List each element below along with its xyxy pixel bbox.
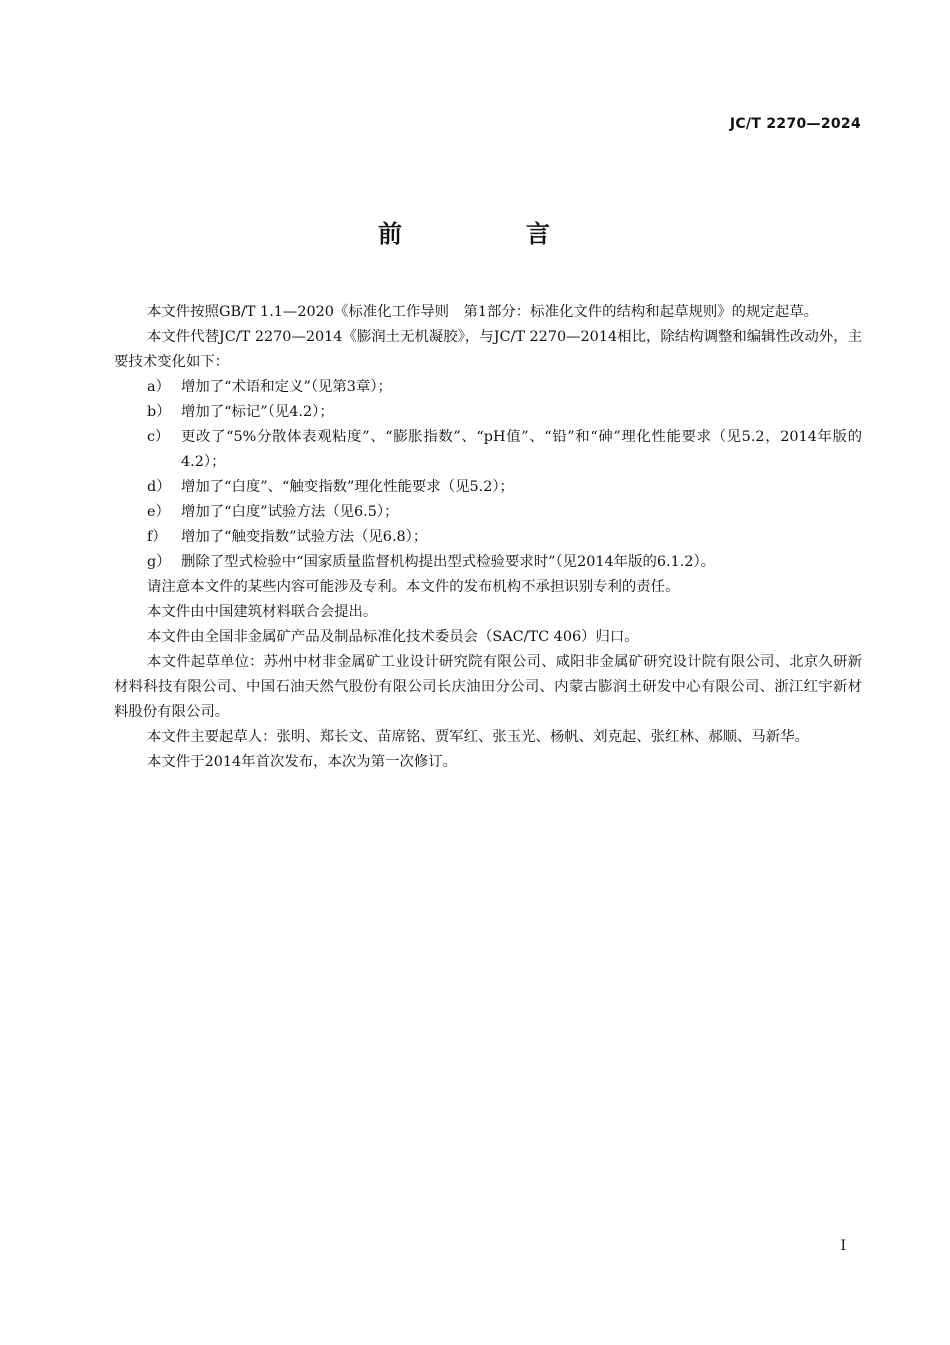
page-number: I (840, 1238, 846, 1254)
list-marker: e） (147, 504, 170, 520)
list-marker: d） (147, 479, 171, 495)
changes-list (114, 375, 862, 575)
drafters-paragraph: 本文件主要起草人：张明、郑长文、苗席铭、贾军红、张玉光、杨帆、刘克起、张红林、郝顺、马新华。 (147, 729, 809, 745)
list-item (114, 500, 862, 525)
preface-body (114, 300, 862, 775)
list-item-text: 增加了“标记”（见4.2）； (181, 404, 334, 420)
list-marker: c） (147, 429, 170, 445)
drafting-units-paragraph: 本文件起草单位：苏州中材非金属矿工业设计研究院有限公司、咸阳非金属矿研究设计院有限公司、北京久研新材料科技有限公司、中国石油天然气股份有限公司长庆油田分公司、内蒙古膨润土研发中心有限公司、浙江红宇新材料股份有限公司。 (114, 654, 862, 720)
list-item-text: 增加了“白度”、“触变指数”理化性能要求（见5.2）； (181, 479, 514, 495)
committee-paragraph: 本文件由全国非金属矿产品及制品标准化技术委员会（SAC/TC 406）归口。 (147, 629, 639, 645)
intro-paragraph: 本文件代替JC/T 2270—2014《膨润土无机凝胶》，与JC/T 2270—2014相比，除结构调整和编辑性改动外，主要技术变化如下： (114, 329, 862, 370)
intro-paragraph: 本文件按照GB/T 1.1—2020《标准化工作导则 第1部分：标准化文件的结构和起草规则》的规定起草。 (147, 304, 818, 320)
list-item (114, 400, 862, 425)
list-item (114, 525, 862, 550)
standard-code: JC/T 2270—2024 (729, 116, 861, 132)
list-item (114, 375, 862, 400)
patent-notice: 请注意本文件的某些内容可能涉及专利。本文件的发布机构不承担识别专利的责任。 (147, 579, 680, 595)
list-item-text: 增加了“术语和定义”（见第3章）； (181, 379, 392, 395)
list-item (114, 550, 862, 575)
list-item (114, 475, 862, 500)
list-marker: f） (147, 529, 167, 545)
list-item-text: 增加了“白度”试验方法（见6.5）； (181, 504, 399, 520)
list-marker: g） (147, 554, 171, 570)
list-item-text: 更改了“5%分散体表观粘度”、“膨胀指数”、“pH值”、“铅”和“砷”理化性能要求（见5.2，2014年版的4.2）； (181, 429, 862, 470)
list-item-text: 增加了“触变指数”试验方法（见6.8）； (181, 529, 428, 545)
proposer-paragraph: 本文件由中国建筑材料联合会提出。 (147, 604, 378, 620)
list-marker: a） (147, 379, 170, 395)
history-paragraph: 本文件于2014年首次发布，本次为第一次修订。 (147, 754, 458, 770)
list-item (114, 425, 862, 475)
list-marker: b） (147, 404, 171, 420)
list-item-text: 删除了型式检验中“国家质量监督机构提出型式检验要求时”（见2014年版的6.1.2）。 (181, 554, 716, 570)
page-title: 前 言 (378, 220, 600, 248)
